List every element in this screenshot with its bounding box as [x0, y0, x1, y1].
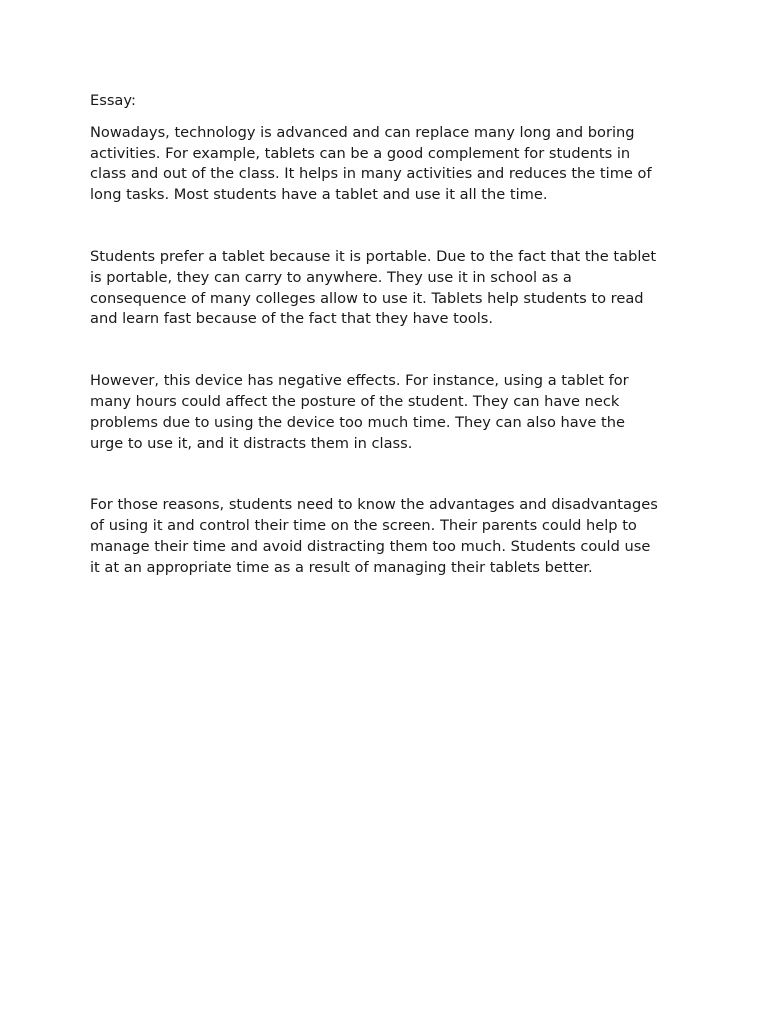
- paragraph-conclusion: For those reasons, students need to know the advantages and disadvantages of using it and control their time on the screen. Their parents could help to manage their time and avoid distracting them too much. Students could use it at an appropriate time as a result of managing their tablets better.: [90, 496, 658, 576]
- document-body: [90, 91, 690, 579]
- paragraph-portability: Students prefer a tablet because it is portable. Due to the fact that the tablet is portable, they can carry to anywhere. They use it in school as a consequence of many colleges allow to use it. Tablets help students to read and learn fast because of the fact that they have tools.: [90, 247, 657, 328]
- paragraph-introduction: Nowadays, technology is advanced and can replace many long and boring activities. For example, tablets can be a good complement for students in class and out of the class. It helps in many activities and reduces the time of long tasks. Most students have a tablet and use it all the time.: [90, 123, 652, 204]
- paragraph-negative-effects: However, this device has negative effects. For instance, using a tablet for many hours could affect the posture of the student. They can have neck problems due to using the device too much time. They can also have the urge to use it, and it distracts them in class.: [90, 372, 629, 452]
- essay-heading: Essay:: [90, 92, 136, 109]
